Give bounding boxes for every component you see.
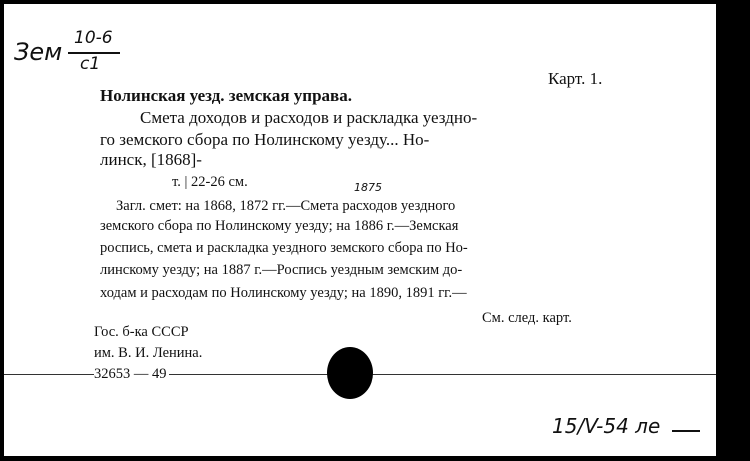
handwritten-call-number-top: 10-6 (74, 28, 113, 48)
note-line: линскому уезду; на 1887 г.—Роспись уездным земским до- (100, 262, 463, 278)
title-line: Смета доходов и расходов и раскладка уездно- (140, 108, 478, 127)
note-line: ходам и расходам по Нолинскому уезду; на 1890, 1891 гг.— (100, 285, 467, 301)
title-line: го земского сбора по Нолинскому уезду... Но- (100, 130, 430, 149)
scan-border-left (0, 0, 4, 461)
author-heading: Нолинская уезд. земская управа. (100, 86, 352, 105)
note-line: роспись, смета и раскладка уездного земского сбора по Но- (100, 240, 468, 256)
scan-border-bottom (0, 456, 750, 461)
handwritten-call-number-bottom: c1 (80, 54, 101, 74)
handwritten-call-number-prefix: Зем (14, 38, 63, 66)
handwritten-year-note: 1875 (354, 181, 382, 194)
scan-border-right (716, 0, 750, 461)
handwritten-date-note: 15/V-54 ле (552, 414, 661, 438)
note-line: Загл. смет: на 1868, 1872 гг.—Смета расходов уездного (116, 198, 456, 214)
punched-hole (327, 347, 373, 399)
scan-border-top (0, 0, 750, 4)
note-line: земского сбора по Нолинскому уезду; на 1886 г.—Земская (100, 218, 459, 234)
card-number: Карт. 1. (548, 69, 603, 88)
library-line: им. В. И. Ленина. (94, 345, 203, 361)
inventory-number: 32653 — 49 (94, 366, 167, 382)
handwritten-date-stroke (672, 430, 700, 432)
collation: т. | 22-26 см. (172, 174, 248, 190)
library-line: Гос. б-ка СССР (94, 324, 189, 340)
see-next-card: См. след. карт. (482, 310, 572, 326)
title-line: линск, [1868]- (100, 150, 202, 169)
